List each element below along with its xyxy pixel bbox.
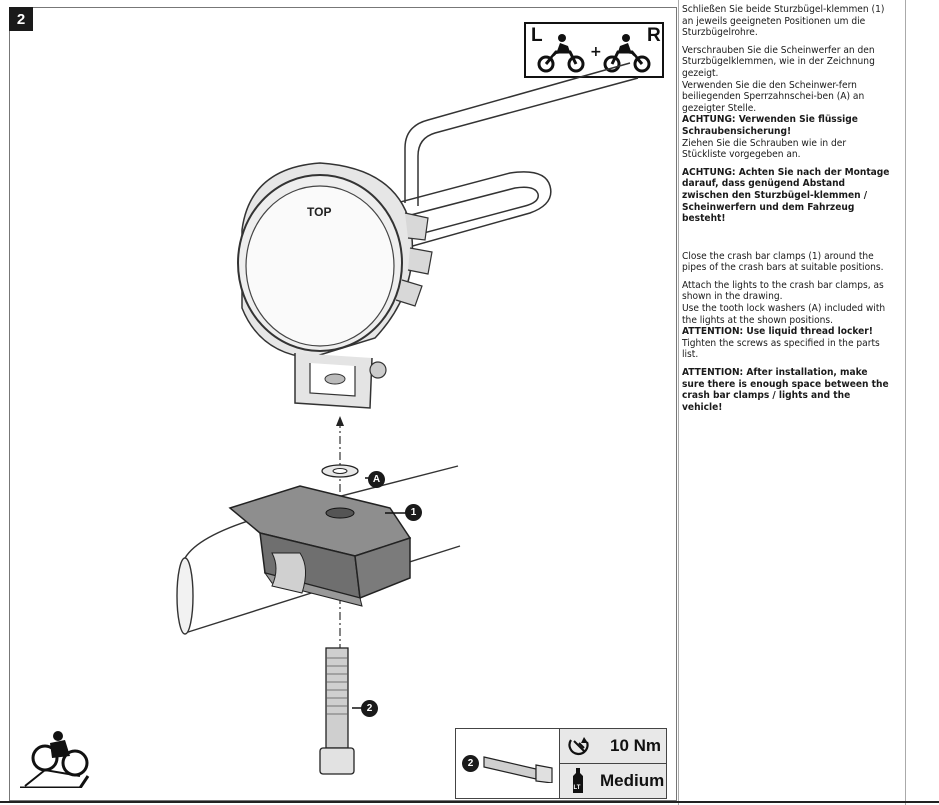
callout-washer-a: A <box>368 471 385 488</box>
torque-table <box>455 728 667 799</box>
svg-text:LT: LT <box>573 785 581 791</box>
de-paragraph-1: Schließen Sie beide Sturzbügel-klemmen (1) an jeweils geeigneten Positionen um die Sturzbügelrohre. <box>682 4 885 39</box>
threadlocker-cell <box>560 764 666 798</box>
de-paragraph-2b: Verwenden Sie die den Scheinwer-fern beiliegenden Sperrzahnschei-ben (A) an gezeigter Stelle. <box>682 79 865 114</box>
de-paragraph-2a: Verschrauben Sie die Scheinwerfer an den Sturzbügelklemmen, wie in der Zeichnung gezeigt. <box>682 44 875 79</box>
top-label: TOP <box>307 205 332 219</box>
screw <box>320 648 354 774</box>
page-bottom-border <box>0 801 939 803</box>
plus-sign: + <box>590 44 602 60</box>
en-paragraph-2a: Attach the lights to the crash bar clamps, as shown in the drawing. <box>682 279 884 303</box>
screw-thumbnail <box>480 743 560 783</box>
table-screw-cell <box>456 729 560 798</box>
callout-screw-2: 2 <box>361 700 378 717</box>
de-warning-threadlocker: ACHTUNG: Verwenden Sie flüssige Schraubensicherung! <box>682 114 858 137</box>
torque-value: 10 Nm <box>610 736 662 755</box>
en-paragraph-2d: Tighten the screws as specified in the parts list. <box>682 337 880 361</box>
tooth-lock-washer <box>322 465 358 477</box>
en-paragraph-2b: Use the tooth lock washers (A) included with the lights at the shown positions. <box>682 303 886 326</box>
crash-bar-clamp <box>230 486 410 606</box>
right-label: R <box>647 25 661 46</box>
de-warning-clearance: ACHTUNG: Achten Sie nach der Montage darauf, dass genügend Abstand zwischen den Sturzbügel-klemmen / Scheinwerfern und dem Fahrzeug besteht! <box>682 166 890 225</box>
assembly-drawing <box>10 8 670 788</box>
en-warning-clearance: ATTENTION: After installation, make sure there is enough space between the crash bar clamps / lights and the vehicle! <box>682 367 889 413</box>
table-callout-2: 2 <box>462 755 479 772</box>
step-number-badge: 2 <box>9 7 33 31</box>
instructions-column <box>682 4 890 419</box>
axis-arrow <box>336 416 344 426</box>
en-warning-threadlocker: ATTENTION: Use liquid thread locker! <box>682 326 873 338</box>
threadlocker-bottle-icon <box>569 768 587 794</box>
en-paragraph-1: Close the crash bar clamps (1) around the pipes of the crash bars at suitable positions. <box>682 250 884 274</box>
left-label: L <box>531 25 543 46</box>
threadlocker-value: Medium <box>600 771 665 790</box>
light-housing <box>238 163 432 408</box>
motorcycle-rider-icon <box>20 731 88 788</box>
torque-wrench-icon <box>567 734 591 758</box>
torque-cell <box>560 729 666 764</box>
callout-clamp-1: 1 <box>405 504 422 521</box>
column-divider-left <box>678 0 679 805</box>
column-divider-right <box>905 0 906 805</box>
de-paragraph-2d: Ziehen Sie die Schrauben wie in der Stückliste vorgegeben an. <box>682 137 847 161</box>
